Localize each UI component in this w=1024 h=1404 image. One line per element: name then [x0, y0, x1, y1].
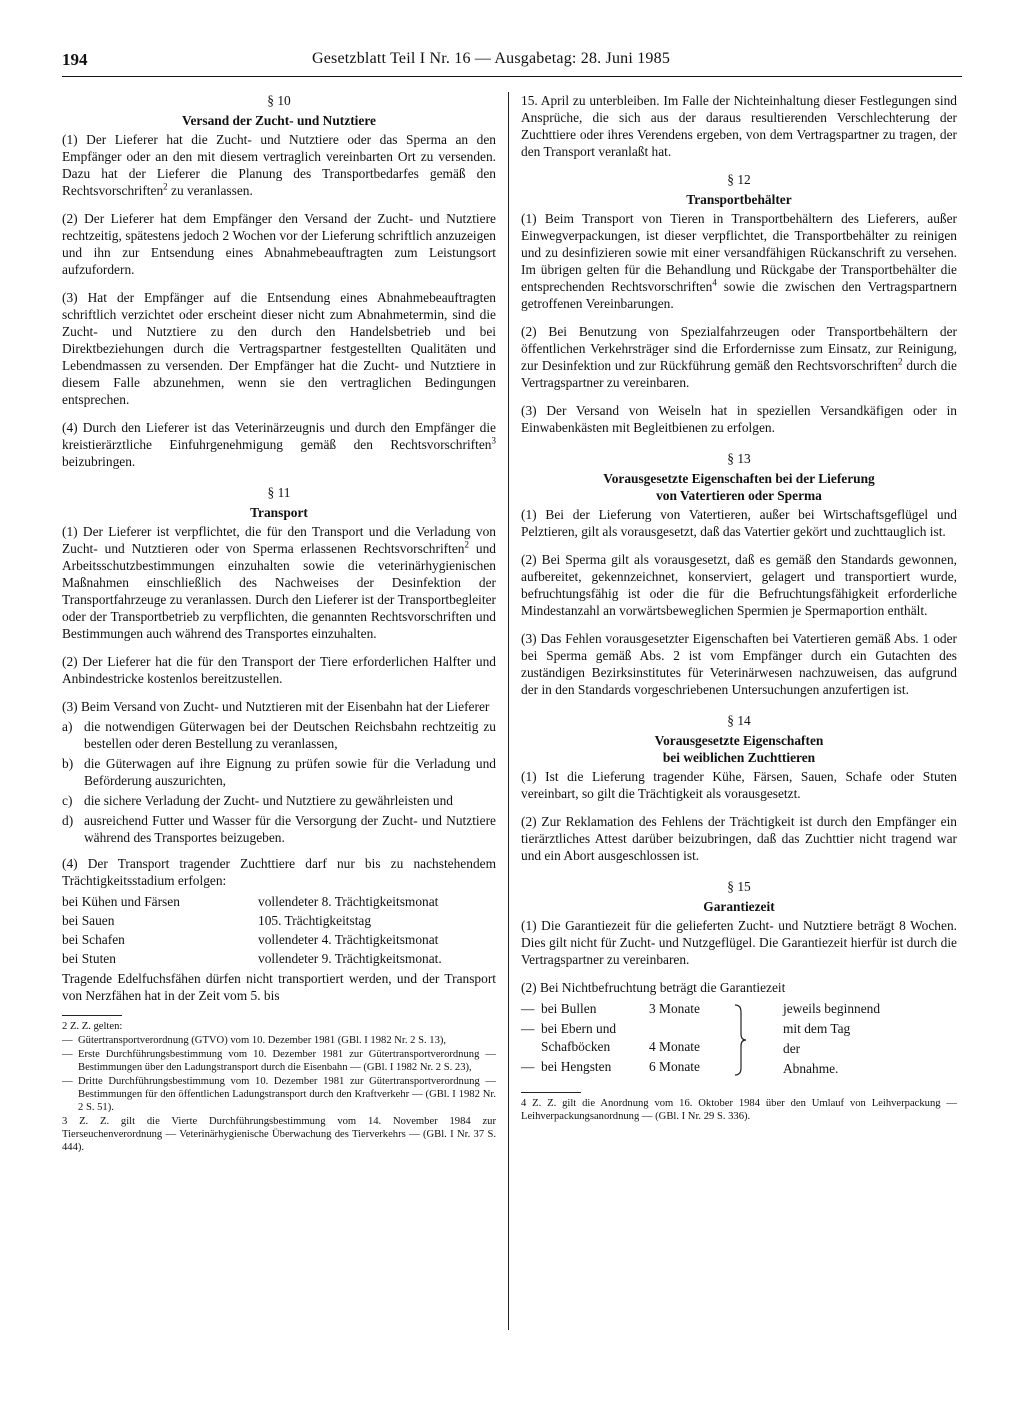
page-header	[62, 50, 962, 77]
table-row: bei Kühen und Färsen vollendeter 8. Trächtigkeitsmonat	[62, 894, 439, 909]
section-13-title-line-2: von Vatertieren oder Sperma	[656, 488, 822, 503]
section-14-title-line-1: Vorausgesetzte Eigenschaften	[654, 733, 824, 748]
section-14-number: § 14	[727, 713, 751, 728]
section-14-title-line-2: bei weiblichen Zuchttieren	[662, 750, 816, 765]
list-item: d) ausreichend Futter und Wasser für die Versorgung der Zucht- und Nutztiere während des Transportes beizugeben.	[62, 813, 496, 845]
section-12-para-1: (1) Beim Transport von Tieren in Transportbehältern des Lieferers, außer Einwegverpackungen, ist dieser verpflichtet, die Transportbehälter zu reinigen und zu desinfizieren sowie mit einer versandfähigen Rückanschrift zu versehen. Im übrigen gelten für die Behandlung und Rückgabe der Transportbehälter die entsprechenden Rechtsvorschriften$^4$ sowie die zwischen den Vertragspartnern getroffenen Vereinbarungen.	[521, 211, 957, 311]
section-15-number: § 15	[727, 879, 751, 894]
brace-icon	[733, 1004, 747, 1076]
section-15-para-2: (2) Bei Nichtbefruchtung beträgt die Garantiezeit	[521, 980, 786, 995]
section-11-title: Transport	[250, 505, 308, 520]
section-10-title: Versand der Zucht- und Nutztiere	[182, 113, 376, 128]
footnote-2-item: — Erste Durchführungsbestimmung vom 10. Dezember 1981 zur Gütertransportverordnung — Bestimmungen über den Ladungstransport durch die Eisenbahn — (GBl. I 1982 Nr. 2 S. 23),	[62, 1049, 496, 1073]
section-13-para-3: (3) Das Fehlen vorausgesetzter Eigenschaften bei Vatertieren gemäß Abs. 1 oder bei Sperma gemäß Abs. 2 ist vom Empfänger durch ein Gutachten des zuständigen Bezirksinstitutes für Veterinärwesen nachzuweisen, das aufgrund der in den Standards vorgeschriebenen Untersuchungen anzufertigen ist.	[521, 631, 957, 697]
section-11-para-5: Tragende Edelfuchsfähen dürfen nicht transportiert werden, und der Transport von Nerzfähen hat in der Zeit vom 5. bis	[62, 971, 496, 1003]
list-item: a) die notwendigen Güterwagen bei der Deutschen Reichsbahn rechtzeitig zu bestellen oder deren Bestellung zu veranlassen,	[62, 719, 496, 751]
section-13-title-line-1: Vorausgesetzte Eigenschaften bei der Lieferung	[603, 471, 875, 486]
section-15-para-1: (1) Die Garantiezeit für die gelieferten Zucht- und Nutztiere beträgt 8 Wochen. Dies gilt nicht für Zucht- und Nutzgeflügel. Die Garantiezeit hierfür ist durch die Vertragspartner zu vereinbaren.	[521, 918, 957, 967]
footnotes-left	[62, 1020, 496, 1154]
section-10-number: § 10	[267, 93, 291, 108]
guarantee-note: jeweils beginnend mit dem Tag der Abnahme.	[783, 1001, 881, 1076]
section-12-para-2: (2) Bei Benutzung von Spezialfahrzeugen oder Transportbehältern der öffentlichen Verkehrsträger sind die Erfordernisse zum Einsatz, zur Reinigung, zur Desinfektion und zur Rückführung gemäß den Rechtsvorschriften$^2$ durch die Vertragspartner zu vereinbaren.	[521, 324, 957, 390]
table-row: bei Schafen vollendeter 4. Trächtigkeitsmonat	[62, 932, 439, 947]
page-title: Gesetzblatt Teil I Nr. 16 — Ausgabetag: 28. Juni 1985	[312, 50, 671, 67]
section-11-number: § 11	[267, 485, 291, 500]
section-14-para-2: (2) Zur Reklamation des Fehlens der Trächtigkeit ist durch den Empfänger ein tierärztliches Attest darüber beizubringen, daß das Zuchttier nicht tragend war und ein Abort ausgeschlossen ist.	[521, 814, 957, 863]
section-11-para-2: (2) Der Lieferer hat die für den Transport der Tiere erforderlichen Halfter und Anbindestricke kostenlos bereitzustellen.	[62, 654, 496, 686]
column-divider	[508, 92, 509, 1330]
section-15-title: Garantiezeit	[703, 899, 775, 914]
section-10-para-1: (1) Der Lieferer hat die Zucht- und Nutztiere oder das Sperma an den Empfänger oder an den mit diesem vertraglich vereinbarten Ort zu versenden. Dazu hat der Lieferer die Planung des Transportbedarfes gemäß den Rechtsvorschriften$^2$ zu veranlassen.	[62, 132, 496, 198]
section-13-para-2: (2) Bei Sperma gilt als vorausgesetzt, daß es gemäß den Standards gewonnen, aufbereitet, gekennzeichnet, konserviert, gelagert und transportiert wurde, befruchtungsfähig ist oder die für die Befruchtungsfähigkeit erforderliche Mindestanzahl an vorwärtsbeweglichen Spermien je Spermaportion enthält.	[521, 552, 957, 618]
page-number: 194	[62, 50, 88, 69]
pregnancy-stage-table	[62, 892, 496, 968]
section-11-para-4: (4) Der Transport tragender Zuchttiere darf nur bis zu nachstehendem Trächtigkeitsstadium erfolgen:	[62, 856, 496, 888]
section-12-number: § 12	[727, 172, 751, 187]
guarantee-period-table: — bei Bullen 3 Monate — bei Ebern und Schafböcken 4 Monate — bei Hengsten 6 Monate jeweils beginnend mit dem Tag der Abnahme.	[521, 1000, 957, 1084]
section-10-para-2: (2) Der Lieferer hat dem Empfänger den Versand der Zucht- und Nutztiere rechtzeitig, spätestens jedoch 2 Wochen vor der Lieferung schriftlich anzuzeigen und ihn zur Entsendung eines Abnahmebeauftragten zum Leistungsort aufzufordern.	[62, 211, 496, 277]
left-column	[62, 92, 496, 1155]
footnote-2-head: 2 Z. Z. gelten:	[62, 1021, 123, 1032]
section-10-para-4: (4) Durch den Lieferer ist das Veterinärzeugnis und durch den Empfänger die kreistierärztliche Einfuhrgenehmigung gemäß den Rechtsvorschriften$^3$ beizubringen.	[62, 420, 496, 469]
section-13-number: § 13	[727, 451, 751, 466]
footnote-2-item: — Dritte Durchführungsbestimmung vom 10. Dezember 1981 zur Gütertransportverordnung — Bestimmungen für den öffentlichen Ladungstransport durch den Kraftverkehr — (GBl. I 1982 Nr. 2 S. 51).	[62, 1076, 496, 1113]
table-row: bei Stuten vollendeter 9. Trächtigkeitsmonat.	[62, 951, 442, 966]
footnote-rule	[62, 1015, 122, 1016]
section-11-para-1: (1) Der Lieferer ist verpflichtet, die für den Transport und die Verladung von Zucht- und Nutztieren oder von Sperma erlassenen Rechtsvorschriften$^2$ und Arbeitsschutzbestimmungen einzuhalten sowie die veterinärhygienischen Maßnahmen einschließlich des Nachweises der Desinfektion der Transportfahrzeuge zu veranlassen. Durch den Lieferer ist der Transportbegleiter oder der Transportbetrieb zu verpflichten, die genannten Rechtsvorschriften und Bestimmungen auch während des Transportes einzuhalten.	[62, 524, 496, 641]
section-12-para-3: (3) Der Versand von Weiseln hat in speziellen Versandkäfigen oder in Einwabenkästen mit Begleitbienen zu erfolgen.	[521, 403, 957, 435]
section-11-para-3: (3) Beim Versand von Zucht- und Nutztieren mit der Eisenbahn hat der Lieferer	[62, 699, 490, 714]
list-item: c) die sichere Verladung der Zucht- und Nutztiere zu gewährleisten und	[62, 793, 453, 808]
section-14-para-1: (1) Ist die Lieferung tragender Kühe, Färsen, Sauen, Schafe oder Stuten vereinbart, so gilt die Trächtigkeit als vorausgesetzt.	[521, 769, 957, 801]
section-11-continuation: 15. April zu unterbleiben. Im Falle der Nichteinhaltung dieser Festlegungen sind Ansprüche, die sich aus der daraus resultierenden Verschlechterung der Zuchttiere oder ihres Verendens ergeben, von dem Vertragspartner zu tragen, der den Transport veranlaßt hat.	[521, 93, 957, 159]
section-10-para-3: (3) Hat der Empfänger auf die Entsendung eines Abnahmebeauftragten schriftlich verzichtet oder erscheint dieser nicht zum Abnahmetermin, sind die Zucht- und Nutztiere zu den durch den Handelsbetrieb und bei Direktbeziehungen durch die Vertragspartner festgestellten Qualitäten und Lebendmassen zu versenden. Der Empfänger hat die Zucht- und Nutztiere in diesem Falle abzunehmen, wenn sie den vertraglichen Bedingungen entsprechen.	[62, 290, 496, 407]
section-13-para-1: (1) Bei der Lieferung von Vatertieren, außer bei Wirtschaftsgeflügel und Pelztieren, gilt als vorausgesetzt, daß das Vatertier gekört und zuchttauglich ist.	[521, 507, 957, 539]
section-11-list	[62, 718, 496, 846]
footnote-4: 4 Z. Z. gilt die Anordnung vom 16. Oktober 1984 über den Umlauf von Leihverpackung — Leihverpackungsanordnung — (GBl. I Nr. 29 S. 336).	[521, 1098, 957, 1122]
footnote-3: 3 Z. Z. gilt die Vierte Durchführungsbestimmung vom 14. November 1984 zur Tierseuchenverordnung — Veterinärhygienische Überwachung des Tierverkehrs — (GBl. I Nr. 37 S. 444).	[62, 1116, 496, 1153]
footnote-2-item: — Gütertransportverordnung (GTVO) vom 10. Dezember 1981 (GBl. I 1982 Nr. 2 S. 13),	[62, 1035, 447, 1046]
list-item: b) die Güterwagen auf ihre Eignung zu prüfen sowie für die Verladung und Beförderung auszurichten,	[62, 756, 496, 788]
section-12-title: Transportbehälter	[686, 192, 792, 207]
footnote-rule	[521, 1092, 581, 1093]
right-column	[521, 92, 957, 1123]
table-row: bei Sauen 105. Trächtigkeitstag	[62, 913, 372, 928]
